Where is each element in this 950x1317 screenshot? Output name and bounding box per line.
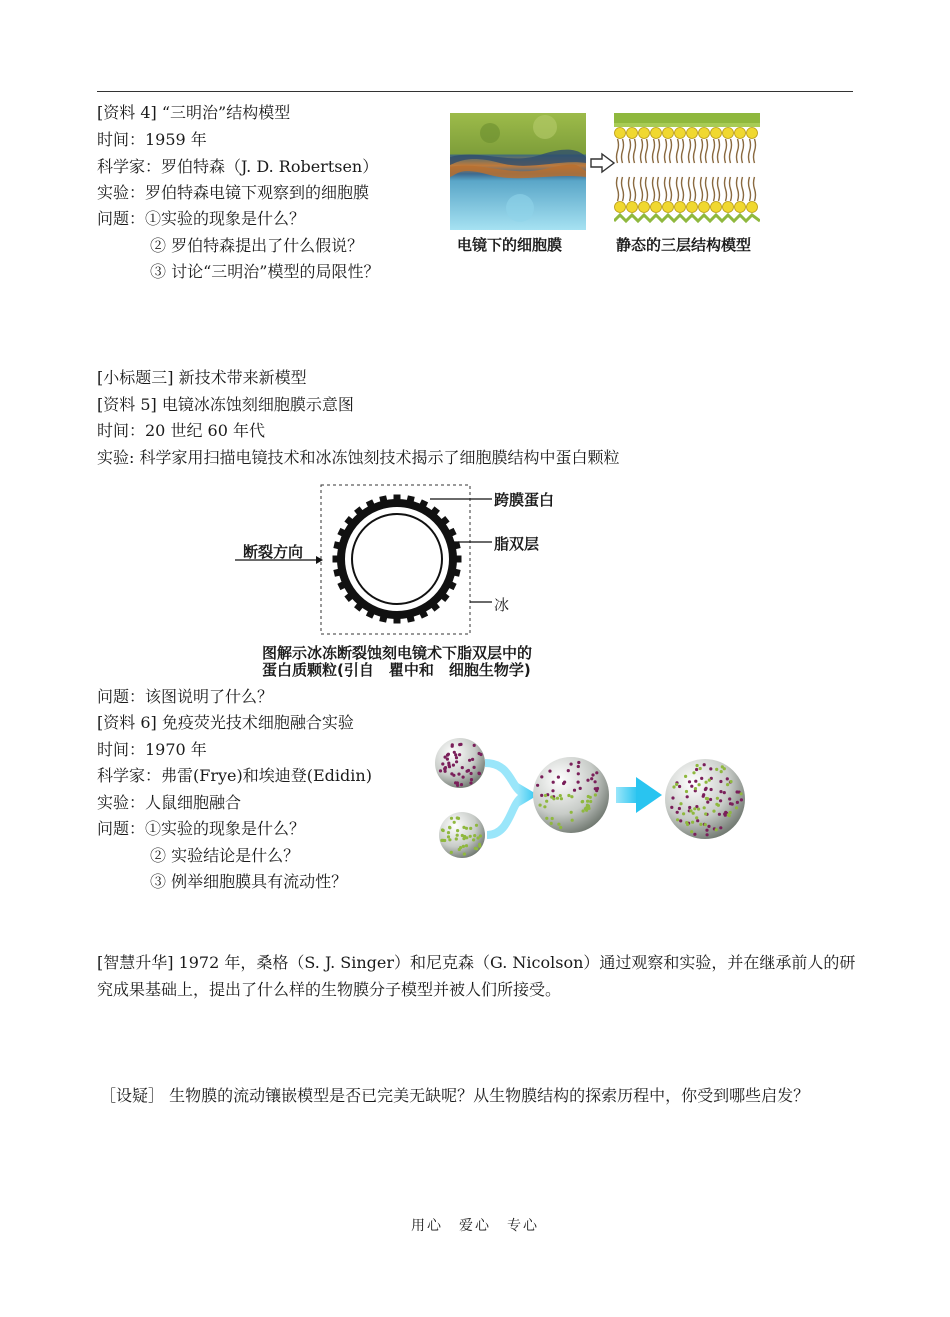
material5-experiment: 实验: 科学家用扫描电镜技术和冰冻蚀刻技术揭示了细胞膜结构中蛋白颗粒 [97, 448, 620, 467]
material4-question1: 问题：①实验的现象是什么？ [97, 209, 306, 228]
material6-time: 时间：1970 年 [97, 740, 207, 759]
material4-question3: ③ 讨论“三明治”模型的局限性？ [150, 262, 380, 281]
label-fracture-direction: 断裂方向 [243, 543, 304, 561]
material6-question3: ③ 例举细胞膜具有流动性？ [150, 872, 348, 891]
label-lipid-bilayer: 脂双层 [494, 535, 540, 553]
diagram-caption-line1: 图解示冰冻断裂蚀刻电镜术下脂双层中的 [262, 644, 533, 662]
material4-scientist: 科学家：罗伯特森（J. D. Robertsen） [97, 157, 379, 176]
material4-title: [资料 4] “三明治”结构模型 [97, 103, 291, 122]
material4-time: 时间：1959 年 [97, 130, 207, 149]
page-footer: 用心 爱心 专心 [411, 1218, 539, 1234]
material4-experiment: 实验：罗伯特森电镜下观察到的细胞膜 [97, 183, 370, 202]
material6-question1: 问题：①实验的现象是什么？ [97, 819, 306, 838]
material4-question2: ② 罗伯特森提出了什么假说？ [150, 236, 364, 255]
em-membrane-image [450, 113, 586, 230]
em-caption: 电镜下的细胞膜 [457, 236, 563, 254]
hollow-arrow-icon [590, 152, 616, 174]
label-transmembrane-protein: 跨膜蛋白 [494, 491, 555, 509]
subtitle-three: [小标题三] 新技术带来新模型 [97, 368, 307, 387]
diagram-caption-line2: 蛋白质颗粒(引自 瞿中和 细胞生物学) [262, 661, 531, 679]
model-caption: 静态的三层结构模型 [616, 236, 752, 254]
three-layer-model-image [614, 113, 760, 230]
material6-experiment: 实验：人鼠细胞融合 [97, 793, 242, 812]
material6-scientist: 科学家：弗雷(Frye)和埃迪登(Edidin) [97, 766, 372, 785]
wisdom-paragraph: [智慧升华] 1972 年，桑格（S. J. Singer）和尼克森（G. Nicolson）通过观察和实验，并在继承前人的研究成果基础上，提出了什么样的生物膜分子模型并被人们所接受。 [97, 953, 856, 999]
material5-question: 问题：该图说明了什么？ [97, 687, 274, 706]
material5-title: [资料 5] 电镜冰冻蚀刻细胞膜示意图 [97, 395, 354, 414]
doubt-paragraph: ［设疑］ 生物膜的流动镶嵌模型是否已完美无缺呢？从生物膜结构的探索历程中，你受到哪些启发？ [100, 1086, 810, 1105]
header-rule [97, 91, 853, 92]
material6-question2: ② 实验结论是什么？ [150, 846, 300, 865]
material6-title: [资料 6] 免疫荧光技术细胞融合实验 [97, 713, 354, 732]
material5-time: 时间：20 世纪 60 年代 [97, 421, 265, 440]
cell-fusion-figure [430, 735, 750, 865]
label-ice: 冰 [494, 596, 510, 614]
